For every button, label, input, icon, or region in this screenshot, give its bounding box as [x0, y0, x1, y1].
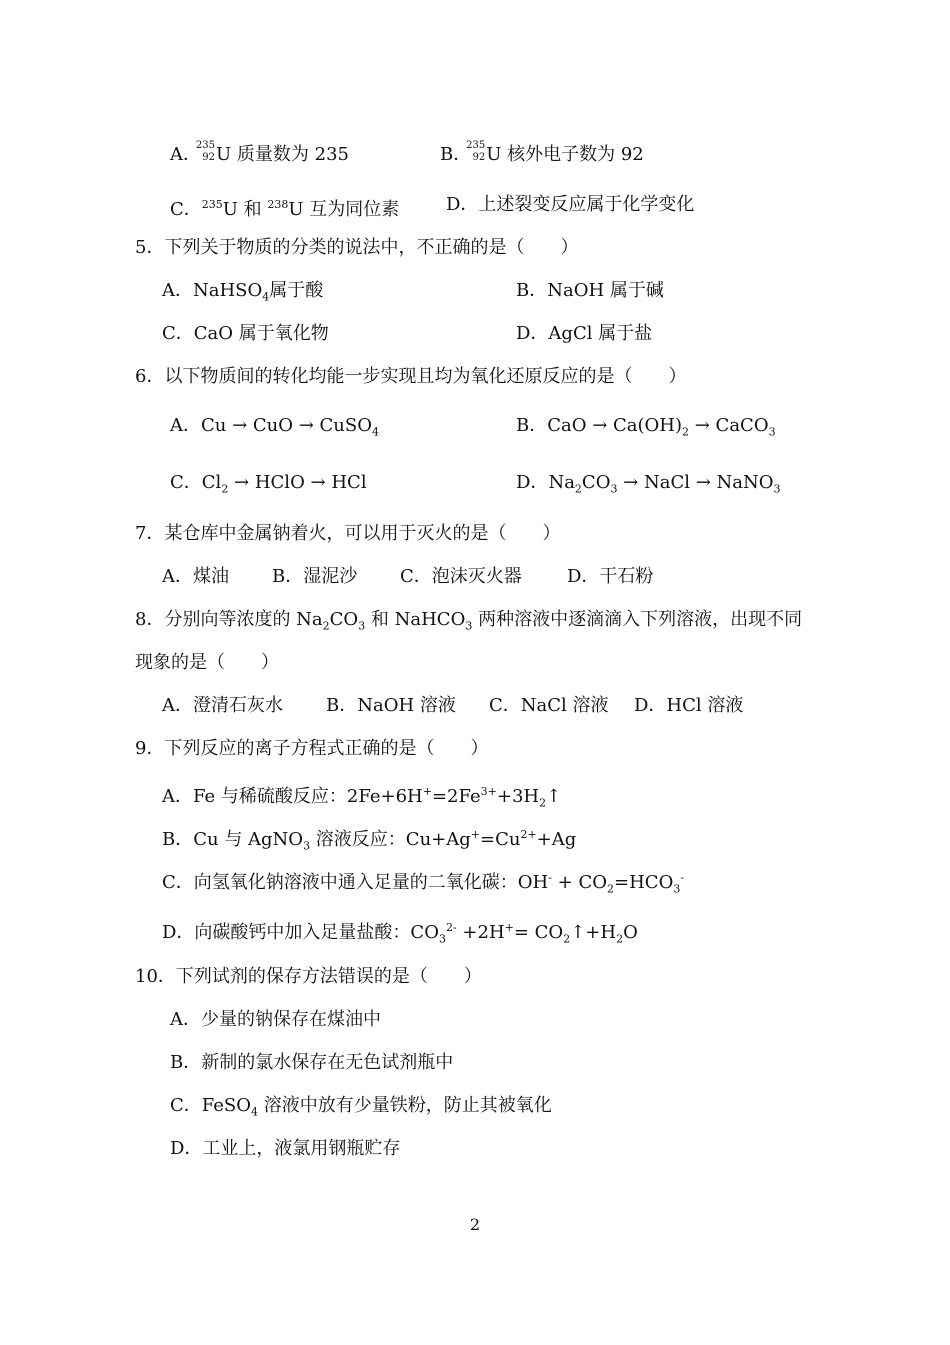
- q7-option-a: A．煤油: [162, 566, 229, 587]
- text-part: CaO → Ca(OH): [547, 415, 683, 436]
- q5-option-c: C．CaO 属于氧化物: [162, 323, 329, 344]
- subscript: 4: [262, 290, 270, 304]
- subscript: 3: [773, 482, 781, 496]
- subscript: 3: [358, 619, 366, 633]
- q7-option-b: B．湿泥沙: [272, 566, 358, 587]
- superscript: 2+: [520, 828, 537, 841]
- subscript: 2: [574, 482, 582, 496]
- text-part: O: [623, 922, 638, 943]
- subscript: 3: [610, 482, 618, 496]
- q10-option-d: D．工业上，液氯用钢瓶贮存: [170, 1138, 401, 1159]
- text-part: A．Fe 与稀硫酸反应：2Fe+6H: [162, 786, 423, 807]
- text-part: D．向碳酸钙中加入足量盐酸：CO: [162, 922, 439, 943]
- text-part: 溶液反应：Cu+Ag: [310, 829, 471, 850]
- text-part: +Ag: [536, 829, 577, 850]
- q10-stem: 10．下列试剂的保存方法错误的是（ ）: [135, 966, 482, 987]
- superscript: +: [470, 828, 480, 841]
- subscript: 2: [539, 796, 547, 810]
- q5-option-a: [162, 279, 323, 310]
- q10-option-b: B．新制的氯水保存在无色试剂瓶中: [170, 1052, 454, 1073]
- text-part: =Cu: [480, 829, 521, 850]
- q6-stem: 6．以下物质间的转化均能一步实现且均为氧化还原反应的是（ ）: [135, 366, 687, 387]
- page-number: 2: [469, 1215, 481, 1234]
- q6-option-d: [516, 471, 781, 502]
- q8-option-d: D．HCl 溶液: [634, 695, 744, 716]
- subscript: 3: [768, 425, 776, 439]
- q4-option-b: [440, 140, 644, 167]
- text-part: A．NaHSO: [162, 280, 263, 301]
- text-part: U 互为同位素: [288, 199, 400, 220]
- text-part: CO: [581, 472, 611, 493]
- superscript: +: [422, 785, 432, 798]
- q8-stem-line1: [135, 608, 802, 639]
- superscript: 238: [267, 198, 289, 211]
- q9-option-a: [162, 780, 561, 816]
- q6-option-b: [516, 414, 776, 445]
- text-part: Cu → CuO → CuSO: [201, 415, 372, 436]
- text-part: CO: [329, 609, 359, 630]
- subscript: 3: [673, 882, 681, 896]
- subscript: 2: [616, 932, 624, 946]
- subscript: 2: [563, 932, 571, 946]
- text-part: U 和: [222, 199, 268, 220]
- q4-option-c: [170, 193, 399, 222]
- text-part: ↑: [546, 786, 562, 807]
- superscript: -: [680, 871, 685, 884]
- subscript: 4: [251, 1105, 259, 1119]
- subscript: 3: [465, 619, 473, 633]
- text-part: 两种溶液中逐滴滴入下列溶液，出现不同: [472, 609, 803, 630]
- subscript: 2: [221, 482, 229, 496]
- q5-option-b: B．NaOH 属于碱: [516, 280, 664, 301]
- text-part: +3H: [496, 786, 540, 807]
- superscript: -: [548, 871, 552, 884]
- mass-number: 235: [195, 140, 215, 151]
- text-part: B．Cu 与 AgNO: [162, 829, 304, 850]
- subscript: 2: [322, 619, 330, 633]
- atomic-number: 92: [472, 152, 486, 163]
- q9-option-b: [162, 823, 576, 859]
- q4-option-c-label: C．: [170, 199, 202, 220]
- q9-option-d: [162, 916, 638, 952]
- q7-option-c: C．泡沫灭火器: [400, 566, 522, 587]
- text-part: C．向氢氧化钠溶液中通入足量的二氧化碳：OH: [162, 872, 549, 893]
- q8-option-c: C．NaCl 溶液: [489, 695, 609, 716]
- q10-option-a: A．少量的钠保存在煤油中: [170, 1009, 381, 1030]
- q6-option-a: [170, 414, 379, 445]
- q5-option-d: D．AgCl 属于盐: [516, 323, 653, 344]
- mass-number: 235: [466, 140, 486, 151]
- text-part: 8．分别向等浓度的 Na: [135, 609, 323, 630]
- q4-option-a: [170, 140, 349, 167]
- text-part: 溶液中放有少量铁粉，防止其被氧化: [258, 1095, 552, 1116]
- subscript: 2: [682, 425, 690, 439]
- text-part: C．FeSO: [170, 1095, 252, 1116]
- subscript: 2: [607, 882, 615, 896]
- text-part: → HClO → HCl: [228, 472, 367, 493]
- q7-option-d: D．干石粉: [567, 566, 654, 587]
- q6-option-c: [170, 471, 367, 502]
- text-part: ↑+H: [570, 922, 617, 943]
- q4-option-a-text: U 质量数为 235: [216, 144, 349, 165]
- q9-stem: 9．下列反应的离子方程式正确的是（ ）: [135, 738, 489, 759]
- superscript: +: [504, 921, 514, 934]
- atomic-number: 92: [202, 152, 215, 163]
- text-part: Cl: [201, 472, 222, 493]
- subscript: 3: [303, 839, 311, 853]
- text-part: → NaCl → NaNO: [617, 472, 774, 493]
- subscript: 3: [438, 932, 446, 946]
- text-part: C．: [170, 472, 202, 493]
- text-part: + CO: [551, 872, 608, 893]
- q10-option-c: [170, 1094, 552, 1125]
- text-part: =2Fe: [431, 786, 481, 807]
- text-part: +2H: [456, 922, 505, 943]
- q4-option-a-label: A．: [170, 144, 201, 165]
- q8-option-b: B．NaOH 溶液: [326, 695, 456, 716]
- text-part: Na: [548, 472, 575, 493]
- nuclide-notation: [195, 140, 215, 167]
- q4-option-b-label: B．: [440, 144, 472, 165]
- superscript: 235: [201, 198, 223, 211]
- text-part: =HCO: [614, 872, 674, 893]
- q8-stem-line2: 现象的是（ ）: [135, 652, 279, 673]
- q8-option-a: A．澄清石灰水: [162, 695, 283, 716]
- text-part: B．: [516, 415, 548, 436]
- text-part: D．: [516, 472, 549, 493]
- text-part: A．: [170, 415, 201, 436]
- text-part: = CO: [513, 922, 564, 943]
- text-part: 属于酸: [269, 280, 324, 301]
- q7-stem: 7．某仓库中金属钠着火，可以用于灭火的是（ ）: [135, 523, 561, 544]
- q4-option-d: D．上述裂变反应属于化学变化: [446, 194, 695, 215]
- superscript: 3+: [480, 785, 497, 798]
- q5-stem: 5．下列关于物质的分类的说法中，不正确的是（ ）: [135, 237, 579, 258]
- text-part: → CaCO: [689, 415, 769, 436]
- subscript: 4: [372, 425, 379, 439]
- superscript: 2-: [445, 921, 457, 934]
- nuclide-notation: [466, 140, 486, 167]
- q4-option-b-text: U 核外电子数为 92: [486, 144, 644, 165]
- q9-option-c: [162, 866, 684, 902]
- text-part: 和 NaHCO: [365, 609, 466, 630]
